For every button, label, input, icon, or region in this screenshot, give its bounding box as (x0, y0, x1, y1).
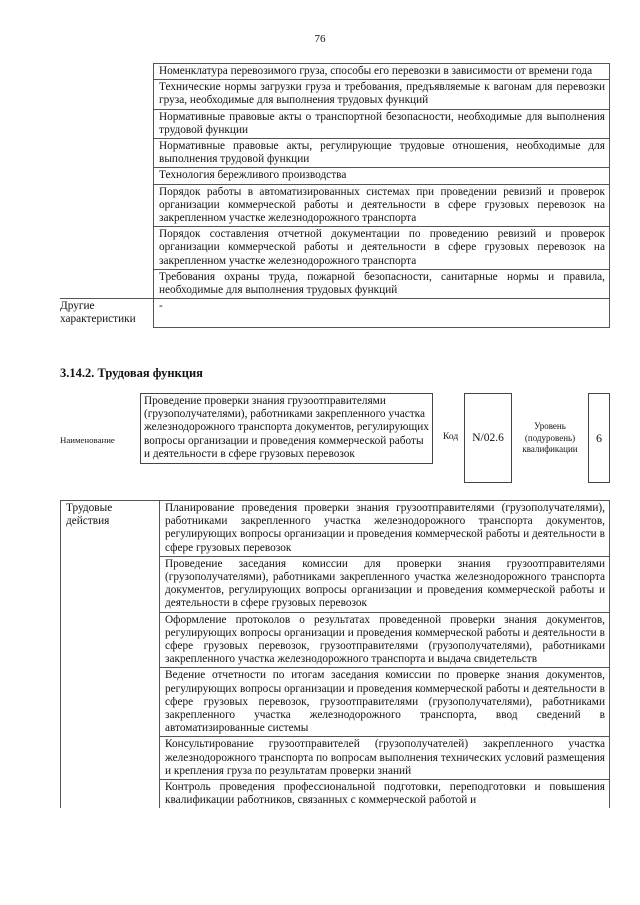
table-row (60, 64, 610, 80)
action-item: Планирование проведения проверки знания грузоотправителями (грузополучателями), работниками закрепленного участка железнодорожного транспорта документов, регулирующих вопросы организации и проведения коммерческой работы и деятельности в сфере грузовых перевозок (160, 501, 610, 557)
level-value: 6 (596, 430, 602, 445)
action-item: Контроль проведения профессиональной подготовки, переподготовки и повышения квалификации работников, связанных с коммерческой работой и (160, 780, 610, 809)
labor-actions-label: Трудовые действия (61, 501, 160, 809)
code-value-box (464, 393, 512, 483)
table-row (60, 299, 610, 328)
level-value-box (588, 393, 610, 483)
knowledge-item: Номенклатура перевозимого груза, способы его перевозки в зависимости от времени года (154, 64, 610, 80)
code-value: N/02.6 (472, 432, 504, 444)
action-item: Консультирование грузоотправителей (грузополучателей) закрепленного участка железнодорожного транспорта по вопросам выполнения технических условий размещения и крепления груза по результатам проверки знаний (160, 737, 610, 780)
knowledge-item: Технология бережливого производства (154, 168, 610, 184)
knowledge-item: Порядок работы в автоматизированных системах при проведении ревизий и проверок организации коммерческой работы и деятельности в сфере грузовых перевозок на закрепленном участке железнодорожного транспорта (154, 184, 610, 227)
function-name: Проведение проверки знания грузоотправителями (грузополучателями), работниками закрепленного участка железнодорожного транспорта документов, регулирующих вопросы организации и проведения коммерческой работы и деятельности в сфере грузовых перевозок (140, 393, 433, 464)
knowledge-item: Нормативные правовые акты о транспортной безопасности, необходимые для выполнения трудовой функции (154, 109, 610, 138)
knowledge-item: Технические нормы загрузки груза и требования, предъявляемые к вагонам для перевозки груза, необходимые для выполнения трудовых функций (154, 80, 610, 109)
section-title: 3.14.2. Трудовая функция (60, 366, 203, 380)
knowledge-item: Нормативные правовые акты, регулирующие трудовые отношения, необходимые для выполнения трудовой функции (154, 139, 610, 168)
other-characteristics-label: Другие характеристики (60, 299, 154, 328)
name-label: Наименование (60, 435, 115, 445)
table-row (61, 501, 610, 557)
action-item: Оформление протоколов о результатах проведенной проверки знания документов, регулирующих вопросы организации и проведения коммерческой работы и деятельности в сфере грузовых перевозок, грузоотправителями (грузополучателями), работниками закрепленного участка железнодорожного транспорта и выдача свидетельств (160, 612, 610, 668)
knowledge-item: Порядок составления отчетной документации по проведению ревизий и проверок организации коммерческой работы и деятельности в сфере грузовых перевозок на закрепленном участке железнодорожного транспорта (154, 227, 610, 270)
action-item: Ведение отчетности по итогам заседания комиссии по проверке знания документов, регулирующих вопросы организации и проведения коммерческой работы и деятельности в сфере грузовых перевозок, грузоотправителями (грузополучателями), работниками закрепленного участка железнодорожного транспорта, ввод сведений в автоматизированные системы (160, 668, 610, 737)
level-label: Уровень (подуровень) квалификации (522, 421, 578, 454)
labor-actions-table (60, 500, 610, 808)
other-characteristics-value: - (154, 299, 610, 328)
page-number: 76 (314, 33, 326, 45)
row-label-empty (60, 64, 154, 299)
action-item: Проведение заседания комиссии для проверки знания грузоотправителями (грузополучателями), работниками закрепленного участка железнодорожного транспорта документов, регулирующих вопросы организации и проведения коммерческой работы и деятельности в сфере грузовых перевозок (160, 556, 610, 612)
knowledge-item: Требования охраны труда, пожарной безопасности, санитарные нормы и правила, необходимые для выполнения трудовых функций (154, 269, 610, 298)
required-knowledge-table (60, 63, 610, 328)
code-label: Код (443, 432, 459, 442)
